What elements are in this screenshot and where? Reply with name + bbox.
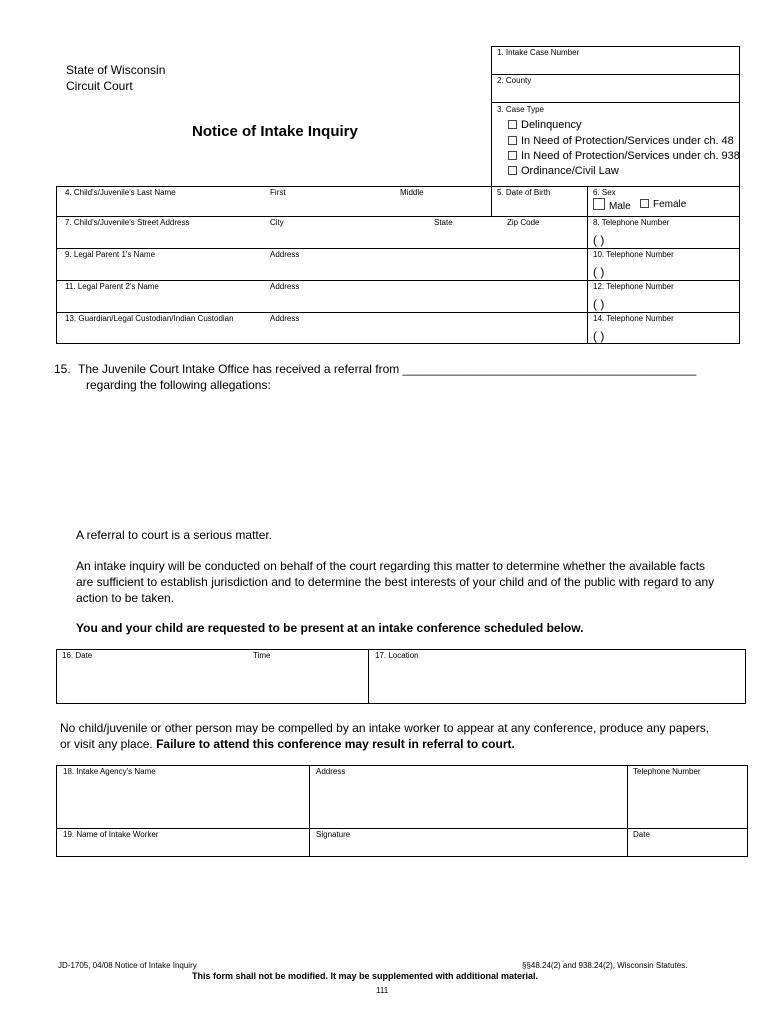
- county-field[interactable]: [491, 74, 740, 103]
- row-divider: [56, 312, 740, 313]
- col-divider: [309, 765, 310, 857]
- last-name-label: 4. Child's/Juvenile's Last Name: [65, 188, 176, 197]
- intake-worker-label: 19. Name of Intake Worker: [63, 830, 159, 839]
- col-divider: [587, 186, 588, 344]
- case-type-label-text: In Need of Protection/Services under ch. 48: [521, 135, 734, 147]
- row-divider: [56, 828, 748, 829]
- modification-notice: This form shall not be modified. It may be supplemented with additional material.: [192, 971, 539, 981]
- row-divider: [56, 280, 740, 281]
- intake-case-number-field[interactable]: [491, 46, 740, 75]
- intake-inquiry-text: An intake inquiry will be conducted on behalf of the court regarding this matter to determine whether the available facts are sufficient to establish jurisdiction and to determine the best interests of your child and of the public with regard to any action to be taken.: [76, 559, 715, 605]
- signature-label: Signature: [316, 830, 351, 839]
- page-number: 111: [376, 986, 389, 995]
- checkbox-icon[interactable]: [640, 199, 649, 208]
- serious-matter-text: A referral to court is a serious matter.: [76, 528, 273, 542]
- phone10-field[interactable]: ( ): [593, 265, 605, 279]
- row-divider: [56, 248, 740, 249]
- agency-name-label: 18. Intake Agency's Name: [63, 767, 156, 776]
- sex-label: 6. Sex: [593, 188, 616, 197]
- col-divider: [491, 186, 492, 217]
- state-name: State of Wisconsin: [66, 63, 166, 77]
- checkbox-icon[interactable]: [508, 120, 517, 129]
- date-label: Date: [633, 830, 650, 839]
- phone8-field[interactable]: ( ): [593, 233, 605, 247]
- guardian-address-label: Address: [270, 314, 300, 323]
- phone14-label: 14. Telephone Number: [593, 314, 674, 323]
- conference-request-text: You and your child are requested to be present at an intake conference scheduled below.: [76, 621, 584, 635]
- row-divider: [56, 216, 740, 217]
- phone14-field[interactable]: ( ): [593, 329, 605, 343]
- phone12-label: 12. Telephone Number: [593, 282, 674, 291]
- parent1-name-label: 9. Legal Parent 1's Name: [65, 250, 156, 259]
- case-type-ch48[interactable]: [508, 135, 734, 147]
- agency-phone-label: Telephone Number: [633, 767, 701, 776]
- case-type-label: 3. Case Type: [497, 105, 544, 114]
- sex-female-option[interactable]: [640, 199, 686, 210]
- middle-name-label: Middle: [400, 188, 424, 197]
- case-type-section: [491, 102, 740, 187]
- referral-source-line[interactable]: The Juvenile Court Intake Office has received a referral from ____________________________________________: [78, 362, 697, 376]
- case-type-ch938[interactable]: [508, 150, 740, 162]
- checkbox-icon[interactable]: [593, 198, 605, 210]
- male-label: Male: [609, 201, 631, 212]
- conference-location-label: 17. Location: [375, 651, 419, 660]
- col-divider: [368, 649, 369, 704]
- agency-table: [56, 765, 748, 857]
- phone12-field[interactable]: ( ): [593, 297, 605, 311]
- case-type-ordinance[interactable]: [508, 165, 619, 177]
- intake-case-number-label: 1. Intake Case Number: [497, 48, 580, 57]
- phone8-label: 8. Telephone Number: [593, 218, 670, 227]
- parent1-address-label: Address: [270, 250, 300, 259]
- form-title: Notice of Intake Inquiry: [192, 123, 358, 140]
- guardian-name-label: 13. Guardian/Legal Custodian/Indian Custodian: [65, 314, 234, 323]
- compel-text: No child/juvenile or other person may be compelled by an intake worker to appear at any conference, produce any papers, or visit any place.: [60, 721, 710, 751]
- street-address-label: 7. Child's/Juvenile's Street Address: [65, 218, 190, 227]
- form-id: JD-1705, 04/08 Notice of Intake Inquiry: [58, 961, 197, 970]
- allegations-label: regarding the following allegations:: [86, 378, 271, 392]
- case-type-label-text: In Need of Protection/Services under ch. 938: [521, 150, 740, 162]
- zip-label: Zip Code: [507, 218, 540, 227]
- dob-label: 5. Date of Birth: [497, 188, 551, 197]
- item15-number: 15.: [54, 362, 71, 376]
- checkbox-icon[interactable]: [508, 151, 517, 160]
- case-type-label-text: Ordinance/Civil Law: [521, 165, 619, 177]
- agency-address-label: Address: [316, 767, 346, 776]
- female-label: Female: [653, 199, 687, 210]
- phone10-label: 10. Telephone Number: [593, 250, 674, 259]
- conference-time-label: Time: [253, 651, 271, 660]
- parent2-address-label: Address: [270, 282, 300, 291]
- compel-notice: [60, 720, 720, 752]
- statutes-reference: §§48.24(2) and 938.24(2), Wisconsin Statutes.: [522, 961, 688, 970]
- case-type-label-text: Delinquency: [521, 119, 582, 131]
- parent2-name-label: 11. Legal Parent 2's Name: [65, 282, 159, 291]
- conference-date-label: 16. Date: [62, 651, 93, 660]
- state-label: State: [434, 218, 453, 227]
- first-name-label: First: [270, 188, 286, 197]
- city-label: City: [270, 218, 284, 227]
- checkbox-icon[interactable]: [508, 166, 517, 175]
- case-type-delinquency[interactable]: [508, 119, 582, 131]
- sex-male-option[interactable]: [593, 198, 631, 212]
- county-label: 2. County: [497, 76, 532, 85]
- col-divider: [627, 765, 628, 857]
- checkbox-icon[interactable]: [508, 136, 517, 145]
- court-name: Circuit Court: [66, 79, 133, 93]
- failure-warning: Failure to attend this conference may result in referral to court.: [156, 737, 515, 751]
